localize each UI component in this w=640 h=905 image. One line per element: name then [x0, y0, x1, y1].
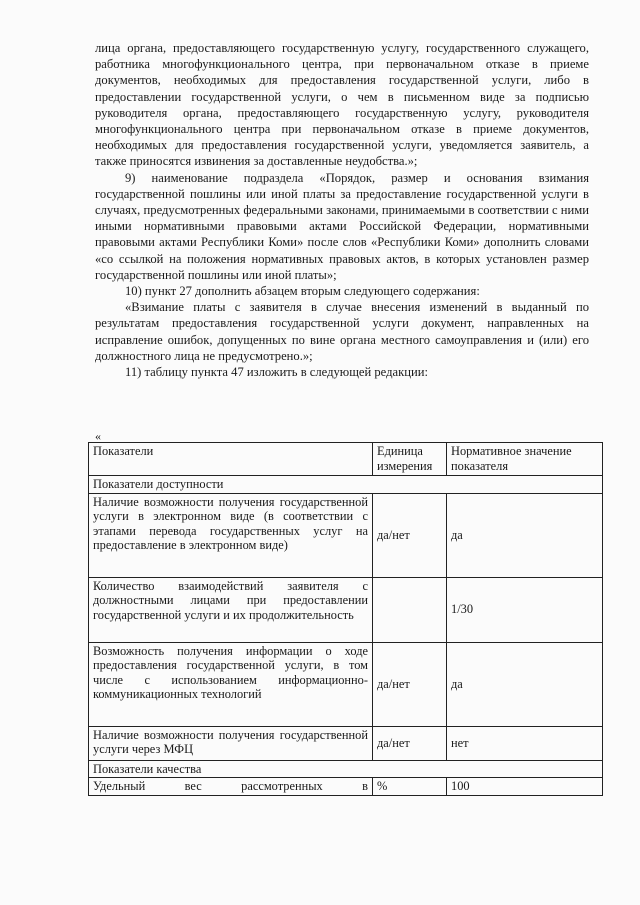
value-cell: да [447, 642, 603, 726]
unit-cell: да/нет [373, 493, 447, 577]
indicators-table [88, 442, 603, 796]
value-cell: нет [447, 726, 603, 760]
table-row-partial [89, 778, 603, 796]
body-text [95, 40, 589, 380]
table-row [89, 642, 603, 726]
paragraph-item-10: 10) пункт 27 дополнить абзацем вторым следующего содержания: [125, 284, 480, 299]
section-quality-label: Показатели качества [89, 760, 603, 778]
unit-cell: да/нет [373, 726, 447, 760]
header-unit: Единица измерения [373, 443, 447, 476]
value-cell: 1/30 [447, 577, 603, 642]
table-row [89, 726, 603, 760]
indicator-cell: Наличие возможности получения государственной услуги через МФЦ [89, 726, 373, 760]
indicator-cell: Возможность получения информации о ходе предоставления государственной услуги, в том числе с использованием информационно-коммуникационных технологий [89, 642, 373, 726]
value-cell: да [447, 493, 603, 577]
table-header-row [89, 443, 603, 476]
section-row-quality [89, 760, 603, 778]
paragraph-quote-payment: «Взимание платы с заявителя в случае внесения изменений в выданный по результатам предоставления государственной услуги документ, направленных на исправление ошибок, допущенных по вине органа местного самоуправления и (или) его должностного лица не предусмотрено.»; [95, 300, 589, 363]
table-row [89, 493, 603, 577]
indicator-cell: Удельный вес рассмотренных в [89, 778, 373, 796]
value-cell: 100 [447, 778, 603, 796]
header-normative-value: Нормативное значение показателя [447, 443, 603, 476]
section-access-label: Показатели доступности [89, 476, 603, 494]
opening-quote: « [95, 429, 101, 443]
indicator-cell: Количество взаимодействий заявителя с должностными лицами при предоставлении государственной услуги и их продолжительность [89, 577, 373, 642]
header-indicators: Показатели [89, 443, 373, 476]
indicator-cell: Наличие возможности получения государственной услуги в электронном виде (в соответствии с этапами перевода государственных услуг на предоставление в электронном виде) [89, 493, 373, 577]
paragraph-continuation: лица органа, предоставляющего государственную услугу, государственного служащего, работника многофункционального центра, при первоначальном отказе в приеме документов, необходимых для предоставления государственной услуги, либо в предоставлении государственной услуги, о чем в письменном виде за подписью руководителя органа, предоставляющего государственную услугу, руководителя многофункционального центра при первоначальном отказе в приеме документов, необходимых для предоставления государственной услуги, уведомляется заявитель, а также приносятся извинения за доставленные неудобства.»; [95, 41, 589, 169]
unit-cell: % [373, 778, 447, 796]
section-row-access [89, 476, 603, 494]
paragraph-item-11: 11) таблицу пункта 47 изложить в следующей редакции: [125, 365, 428, 380]
unit-cell: да/нет [373, 642, 447, 726]
paragraph-item-9: 9) наименование подраздела «Порядок, размер и основания взимания государственной пошлины или иной платы за предоставление государственной услуги в случаях, предусмотренных федеральными законами, принимаемыми в соответствии с ними иными нормативными правовыми актами Российской Федерации, нормативными правовыми актами Республики Коми» после слов «Республики Коми» дополнить словами «со ссылкой на положения нормативных правовых актов, в которых установлен размер государственной пошлины или иной платы»; [95, 170, 589, 282]
table-row [89, 577, 603, 642]
unit-cell [373, 577, 447, 642]
